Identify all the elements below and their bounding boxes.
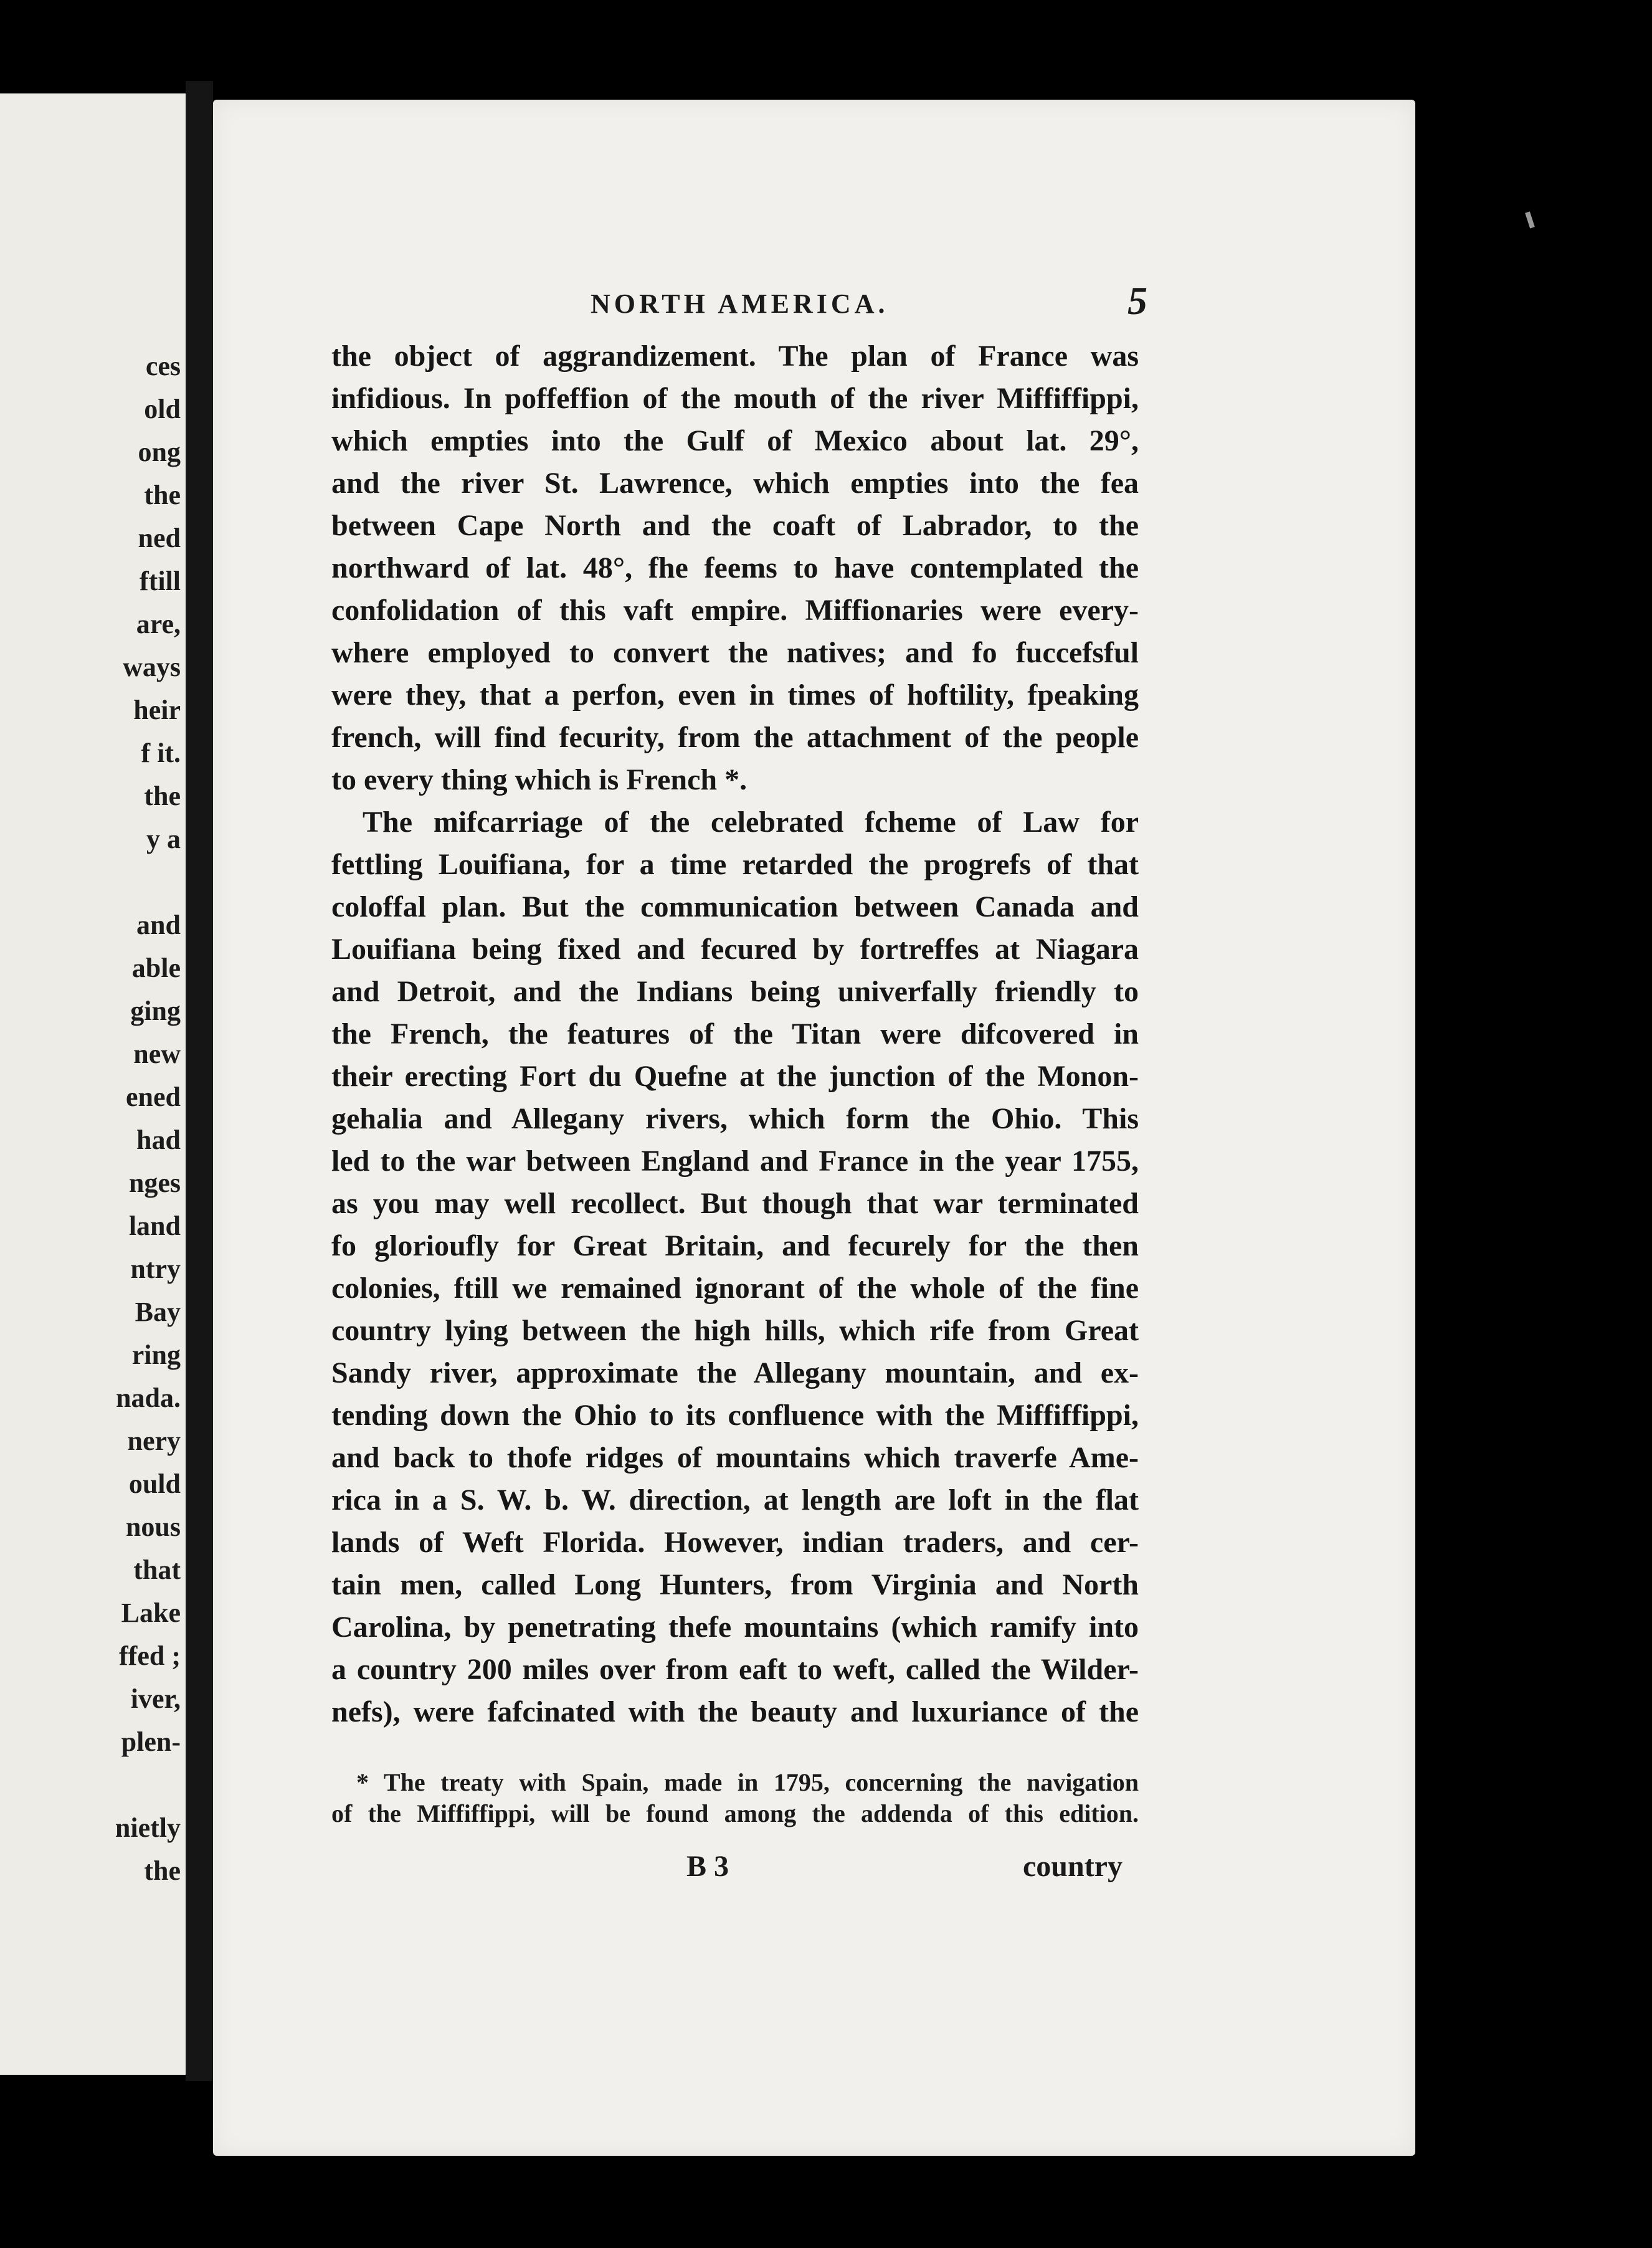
facing-page-fragment: ned bbox=[138, 523, 181, 553]
facing-page-fragment: nges bbox=[128, 1168, 181, 1198]
body-line: where employed to convert the natives; and fo fuccefsful bbox=[331, 636, 1139, 669]
facing-page-fragment: the bbox=[144, 480, 181, 510]
body-line: infidious. In poffeffion of the mouth of the river Miffiffippi, bbox=[331, 382, 1139, 415]
facing-page-fragment: heir bbox=[133, 695, 181, 725]
body-line: tending down the Ohio to its confluence with the Miffiffippi, bbox=[331, 1399, 1139, 1432]
body-line: lands of Weft Florida. However, indian traders, and cer- bbox=[331, 1526, 1139, 1559]
body-line: coloffal plan. But the communication between Canada and bbox=[331, 890, 1139, 923]
facing-page-left bbox=[0, 93, 186, 2075]
facing-page-fragment: nery bbox=[127, 1426, 181, 1456]
facing-page-fragment: old bbox=[144, 394, 181, 424]
body-line: Sandy river, approximate the Allegany mountain, and ex- bbox=[331, 1356, 1139, 1389]
footnote-line: * The treaty with Spain, made in 1795, concerning the navigation bbox=[356, 1768, 1139, 1796]
body-line: nefs), were fafcinated with the beauty and luxuriance of the bbox=[331, 1695, 1139, 1728]
body-line: rica in a S. W. b. W. direction, at length are loft in the flat bbox=[331, 1484, 1139, 1517]
body-line: fettling Louifiana, for a time retarded the progrefs of that bbox=[331, 848, 1139, 881]
body-line: and Detroit, and the Indians being univerfally friendly to bbox=[331, 975, 1139, 1008]
facing-page-fragment: ways bbox=[123, 652, 181, 682]
body-line: The mifcarriage of the celebrated fcheme of Law for bbox=[363, 806, 1139, 839]
facing-page-fragment: able bbox=[131, 953, 181, 983]
body-line: as you may well recollect. But though that war terminated bbox=[331, 1187, 1139, 1220]
body-line: Louifiana being fixed and fecured by fortreffes at Niagara bbox=[331, 933, 1139, 966]
facing-page-fragment: ging bbox=[130, 996, 181, 1026]
facing-page-fragment: ened bbox=[126, 1082, 181, 1112]
signature-mark: B 3 bbox=[686, 1850, 729, 1883]
facing-page-fragment: new bbox=[133, 1039, 181, 1069]
facing-page-fragment: had bbox=[136, 1125, 181, 1155]
facing-page-fragment: are, bbox=[136, 609, 181, 639]
edge-mark bbox=[1525, 211, 1535, 228]
facing-page-fragment: ntry bbox=[130, 1254, 181, 1284]
body-line: colonies, ftill we remained ignorant of the whole of the fine bbox=[331, 1272, 1139, 1305]
body-line: their erecting Fort du Quefne at the junction of the Monon- bbox=[331, 1060, 1139, 1093]
facing-page-fragment: iver, bbox=[130, 1684, 181, 1714]
body-line: were they, that a perfon, even in times of hoftility, fpeaking bbox=[331, 679, 1139, 712]
facing-page-fragment: ould bbox=[128, 1469, 181, 1499]
facing-page-fragment: nietly bbox=[115, 1812, 181, 1843]
body-line: gehalia and Allegany rivers, which form the Ohio. This bbox=[331, 1102, 1139, 1135]
body-line: confolidation of this vaft empire. Miffionaries were every- bbox=[331, 594, 1139, 627]
body-line: northward of lat. 48°, fhe feems to have contemplated the bbox=[331, 551, 1139, 584]
facing-page-fragment: and bbox=[136, 910, 181, 940]
facing-page-fragment: the bbox=[144, 1855, 181, 1886]
body-line: between Cape North and the coaft of Labrador, to the bbox=[331, 509, 1139, 542]
body-line: tain men, called Long Hunters, from Virginia and North bbox=[331, 1568, 1139, 1601]
body-line: french, will find fecurity, from the attachment of the people bbox=[331, 721, 1139, 754]
facing-page-fragment: ong bbox=[138, 437, 181, 467]
body-line: and the river St. Lawrence, which empties into the fea bbox=[331, 467, 1139, 500]
facing-page-fragment: land bbox=[128, 1211, 181, 1241]
facing-page-fragment: ring bbox=[131, 1340, 181, 1370]
running-head: NORTH AMERICA. bbox=[591, 288, 889, 319]
facing-page-fragment: nous bbox=[125, 1512, 181, 1542]
facing-page-fragment: ftill bbox=[140, 566, 181, 596]
page-number: 5 bbox=[1127, 279, 1147, 323]
facing-page-fragment: ffed ; bbox=[119, 1641, 181, 1671]
catchword: country bbox=[1023, 1850, 1123, 1883]
body-line: Carolina, by penetrating thefe mountains (which ramify into bbox=[331, 1611, 1139, 1644]
facing-page-fragment: plen- bbox=[121, 1726, 181, 1757]
body-line: fo glorioufly for Great Britain, and fecurely for the then bbox=[331, 1229, 1139, 1262]
body-line: the object of aggrandizement. The plan of France was bbox=[331, 340, 1139, 373]
body-line: led to the war between England and France in the year 1755, bbox=[331, 1145, 1139, 1178]
book-gutter bbox=[186, 81, 213, 2081]
book-page bbox=[213, 100, 1415, 2156]
facing-page-fragment: Lake bbox=[121, 1598, 181, 1628]
footnote-line: of the Miffiffippi, will be found among the addenda of this edition. bbox=[331, 1799, 1139, 1827]
body-line: and back to thofe ridges of mountains which traverfe Ame- bbox=[331, 1441, 1139, 1474]
facing-page-fragment: that bbox=[133, 1555, 181, 1585]
body-line: the French, the features of the Titan were difcovered in bbox=[331, 1017, 1139, 1050]
body-line: to every thing which is French *. bbox=[331, 763, 748, 796]
facing-page-fragment: Bay bbox=[135, 1297, 181, 1327]
facing-page-fragment: y a bbox=[146, 824, 181, 854]
facing-page-fragment: ces bbox=[145, 351, 181, 381]
facing-page-fragment: nada. bbox=[116, 1383, 181, 1413]
facing-page-fragment: f it. bbox=[141, 738, 181, 768]
body-line: country lying between the high hills, which rife from Great bbox=[331, 1314, 1139, 1347]
facing-page-fragment: the bbox=[144, 781, 181, 811]
body-line: which empties into the Gulf of Mexico about lat. 29°, bbox=[331, 424, 1139, 457]
body-line: a country 200 miles over from eaft to weft, called the Wilder- bbox=[331, 1653, 1139, 1686]
